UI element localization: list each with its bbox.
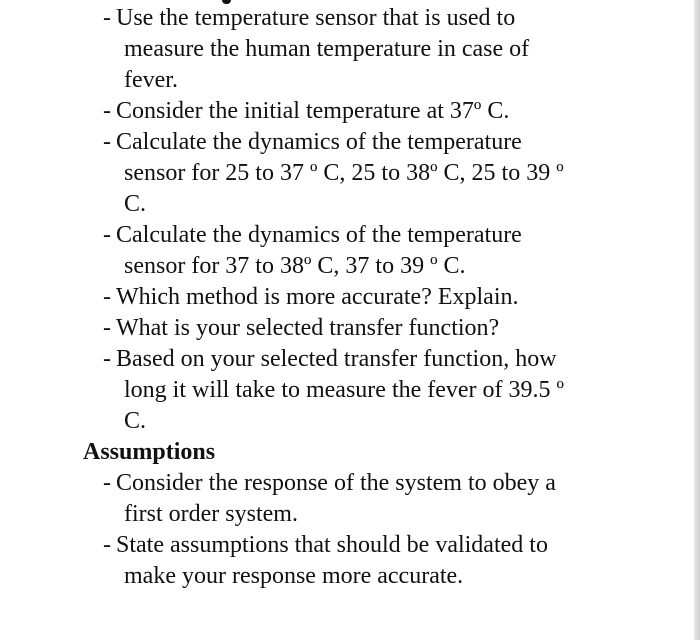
list-item — [103, 96, 663, 127]
list-item — [103, 313, 663, 344]
bullet-dash: - — [103, 284, 111, 310]
bullet-dash: - — [103, 5, 111, 31]
list-item — [103, 530, 663, 592]
list-item-line: Consider the response of the system to obey a — [116, 470, 556, 496]
list-item — [103, 127, 663, 220]
requirements-list — [103, 3, 663, 437]
list-item-line: Calculate the dynamics of the temperature — [116, 222, 522, 248]
bullet-dash: - — [103, 532, 111, 558]
bullet-dash: - — [103, 315, 111, 341]
list-item-line: measure the human temperature in case of — [124, 36, 530, 62]
list-item — [103, 468, 663, 530]
bullet-dash: - — [103, 98, 111, 124]
bullet-dash: - — [103, 222, 111, 248]
section-heading: Assumptions — [83, 439, 216, 465]
page-edge-shadow — [694, 0, 700, 640]
list-item-line: first order system. — [124, 501, 298, 527]
list-item-line: sensor for 37 to 38º C, 37 to 39 º C. — [124, 253, 466, 279]
list-item-line: Use the temperature sensor that is used to — [116, 5, 516, 31]
list-item-line: What is your selected transfer function? — [116, 315, 500, 341]
list-item — [103, 282, 663, 313]
list-item-line: long it will take to measure the fever of 39.5 º — [124, 377, 564, 403]
list-item-line: make your response more accurate. — [124, 563, 464, 589]
bullet-dash: - — [103, 129, 111, 155]
list-item-line: C. — [124, 191, 147, 217]
list-item-line: C. — [124, 408, 147, 434]
list-item-line: State assumptions that should be validated to — [116, 532, 548, 558]
list-item — [103, 3, 663, 96]
list-item-line: sensor for 25 to 37 º C, 25 to 38º C, 25 to 39 º — [124, 160, 564, 186]
assumptions-list — [103, 468, 663, 592]
list-item — [103, 344, 663, 437]
list-item — [103, 220, 663, 282]
list-item-line: Which method is more accurate? Explain. — [116, 284, 519, 310]
bullet-dash: - — [103, 346, 111, 372]
list-item-line: Calculate the dynamics of the temperature — [116, 129, 522, 155]
list-item-line: fever. — [124, 67, 178, 93]
bullet-dash: - — [103, 470, 111, 496]
list-item-line: Consider the initial temperature at 37º C. — [116, 98, 510, 124]
list-item-line: Based on your selected transfer function, how — [116, 346, 557, 372]
